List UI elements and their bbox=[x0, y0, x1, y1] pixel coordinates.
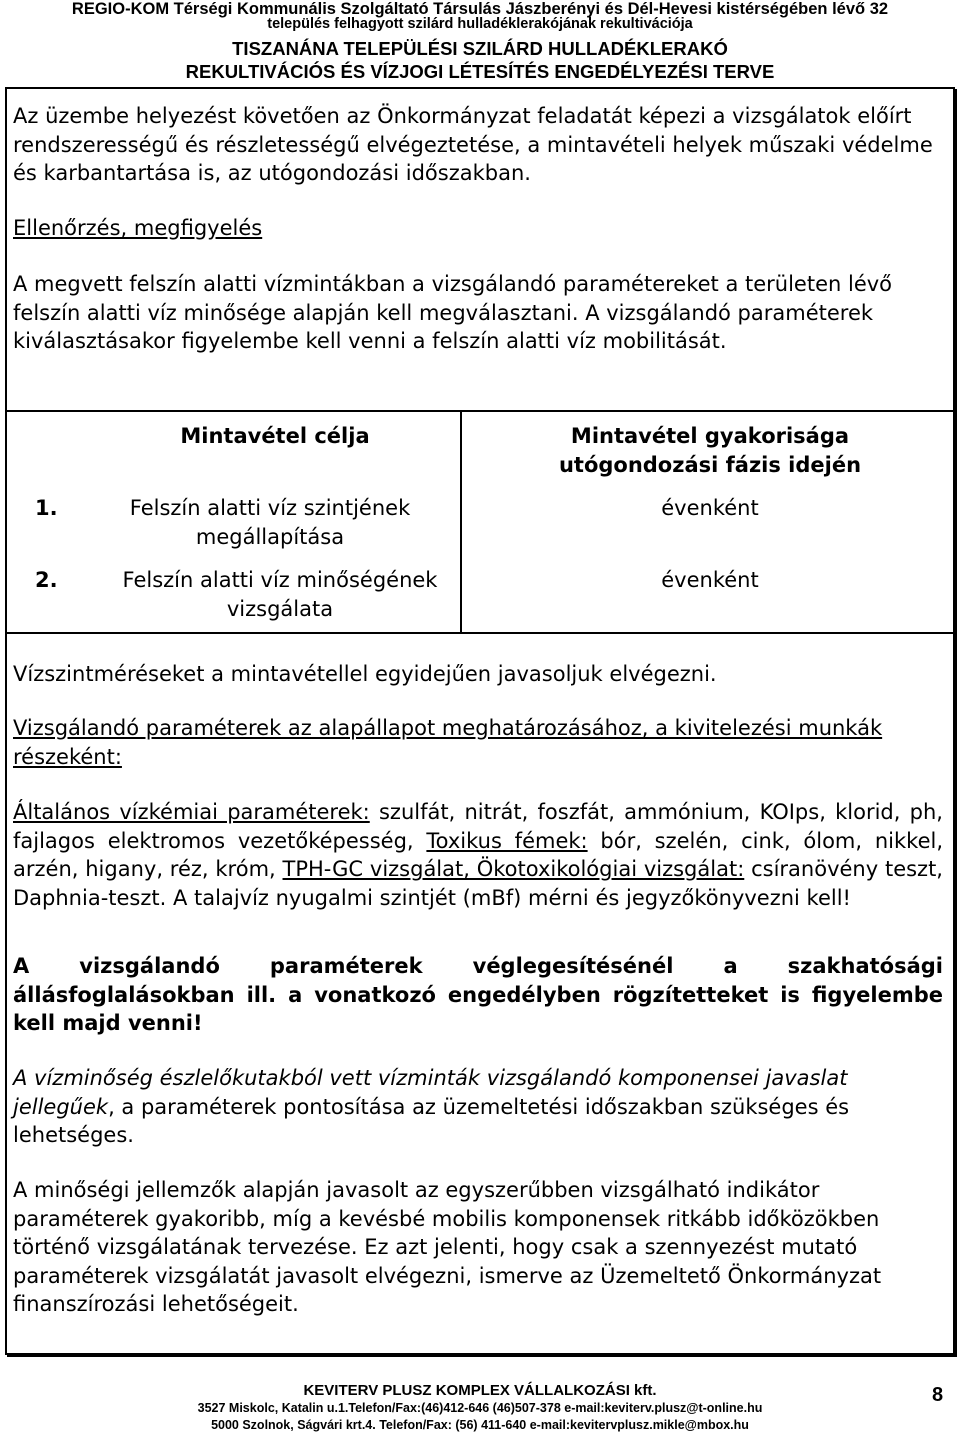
text-toxic-metals: bór, szelén, cink, ólom, nikkel, arzén, higany, réz, króm, bbox=[13, 828, 944, 881]
footer-company: KEVITERV PLUSZ KOMPLEX VÁLLALKOZÁSI kft. bbox=[303, 1382, 657, 1399]
header-line-4: REKULTIVÁCIÓS ÉS VÍZJOGI LÉTESÍTÉS ENGEDÉLYEZÉSI TERVE bbox=[185, 61, 775, 82]
heading-control: Ellenőrzés, megfigyelés bbox=[13, 216, 263, 240]
table-divider bbox=[460, 412, 462, 632]
table-row-number: 1. bbox=[35, 496, 58, 520]
text-general-chemistry: szulfát, nitrát, foszfát, ammónium, KOIps, klorid, ph, fajlagos elektromos vezetőképesség, bbox=[13, 800, 943, 853]
paragraph-intro: Az üzembe helyezést követően az Önkormányzat feladatát képezi a vizsgálatok előírt rendszerességű és részletességű elvégeztetése, a mintavételi helyek műszaki védelme és karbantartása is, az utógondozási időszakban. bbox=[13, 104, 933, 185]
text-proposal-italic: A vízminőség észlelőkutakból vett vízminták vizsgálandó komponensei javaslat jellegűek bbox=[13, 1066, 848, 1119]
paragraph-water-level: Vízszintméréseket a mintavétellel egyidejűen javasoljuk elvégezni. bbox=[13, 662, 717, 686]
header-line-3: TISZANÁNA TELEPÜLÉSI SZILÁRD HULLADÉKLERAKÓ bbox=[232, 38, 728, 59]
paragraph-indicators: A minőségi jellemzők alapján javasolt az egyszerűbben vizsgálható indikátor paraméterek gyakoribb, míg a kevésbé mobilis komponensek ritkább időközökben történő vizsgálatának tervezése. Ez azt jelenti, hogy csak a szennyezést mutató paraméterek vizsgálatát javasolt elvégezni, ismerve az Üzemeltető Önkormányzat finanszírozási lehetőségeit. bbox=[13, 1178, 882, 1316]
footer-address-2: 5000 Szolnok, Ságvári krt.4. Telefon/Fax: (56) 411-640 e-mail:kevitervplusz.mikle@mbox.hu bbox=[211, 1418, 749, 1432]
table-row-purpose: Felszín alatti víz minőségének vizsgálata bbox=[122, 568, 438, 621]
heading-parameters: Vizsgálandó paraméterek az alapállapot meghatározásához, a kivitelezési munkák részeként: bbox=[13, 716, 883, 769]
paragraph-finalization: A vizsgálandó paraméterek véglegesítésénél a szakhatósági állásfoglalásokban ill. a vonatkozó engedélyben rögzítetteket is figyelembe kell majd venni! bbox=[13, 954, 943, 1035]
text-proposal: , a paraméterek pontosítása az üzemeltetési időszakban szükséges és lehetséges. bbox=[13, 1094, 850, 1147]
paragraph-sampling: A megvett felszín alatti vízmintákban a vizsgálandó paramétereket a területen lévő felszín alatti víz minősége alapján kell megválasztani. A vizsgálandó paraméterek kiválasztásakor figyelembe kell venni a felszín alatti víz mobilitását. bbox=[13, 272, 893, 353]
table-row-number: 2. bbox=[35, 568, 58, 592]
label-general-chemistry: Általános vízkémiai paraméterek: bbox=[13, 800, 370, 824]
page-number: 8 bbox=[932, 1384, 944, 1406]
table-header-frequency: Mintavétel gyakorisága utógondozási fázis idején bbox=[558, 424, 862, 477]
label-toxic-metals: Toxikus fémek: bbox=[426, 828, 588, 853]
header-line-1: REGIO-KOM Térségi Kommunális Szolgáltató Társulás Jászberényi és Dél-Hevesi kistérségében lévő 32 bbox=[71, 0, 889, 18]
table-row-frequency: évenként bbox=[661, 496, 759, 520]
footer-address-1: 3527 Miskolc, Katalin u.1.Telefon/Fax:(46)412-646 (46)507-378 e-mail:keviterv.plusz@t-online.hu bbox=[197, 1401, 763, 1415]
label-tph-ecotox: TPH-GC vizsgálat, Ökotoxikológiai vizsgálat: bbox=[282, 857, 745, 881]
table-row-purpose: Felszín alatti víz szintjének megállapítása bbox=[129, 496, 411, 549]
paragraph-parameters bbox=[13, 798, 943, 912]
table-row-frequency: évenként bbox=[661, 568, 759, 592]
header-line-2: település felhagyott szilárd hulladéklerakójának rekultivációja bbox=[267, 16, 693, 32]
sampling-table bbox=[5, 410, 955, 634]
table-header-purpose: Mintavétel célja bbox=[180, 424, 370, 448]
paragraph-proposal bbox=[13, 1064, 943, 1150]
text-tph-ecotox: csíranövény teszt, Daphnia-teszt. A talajvíz nyugalmi szintjét (mBf) mérni és jegyzőkönyvezni kell! bbox=[13, 857, 943, 910]
